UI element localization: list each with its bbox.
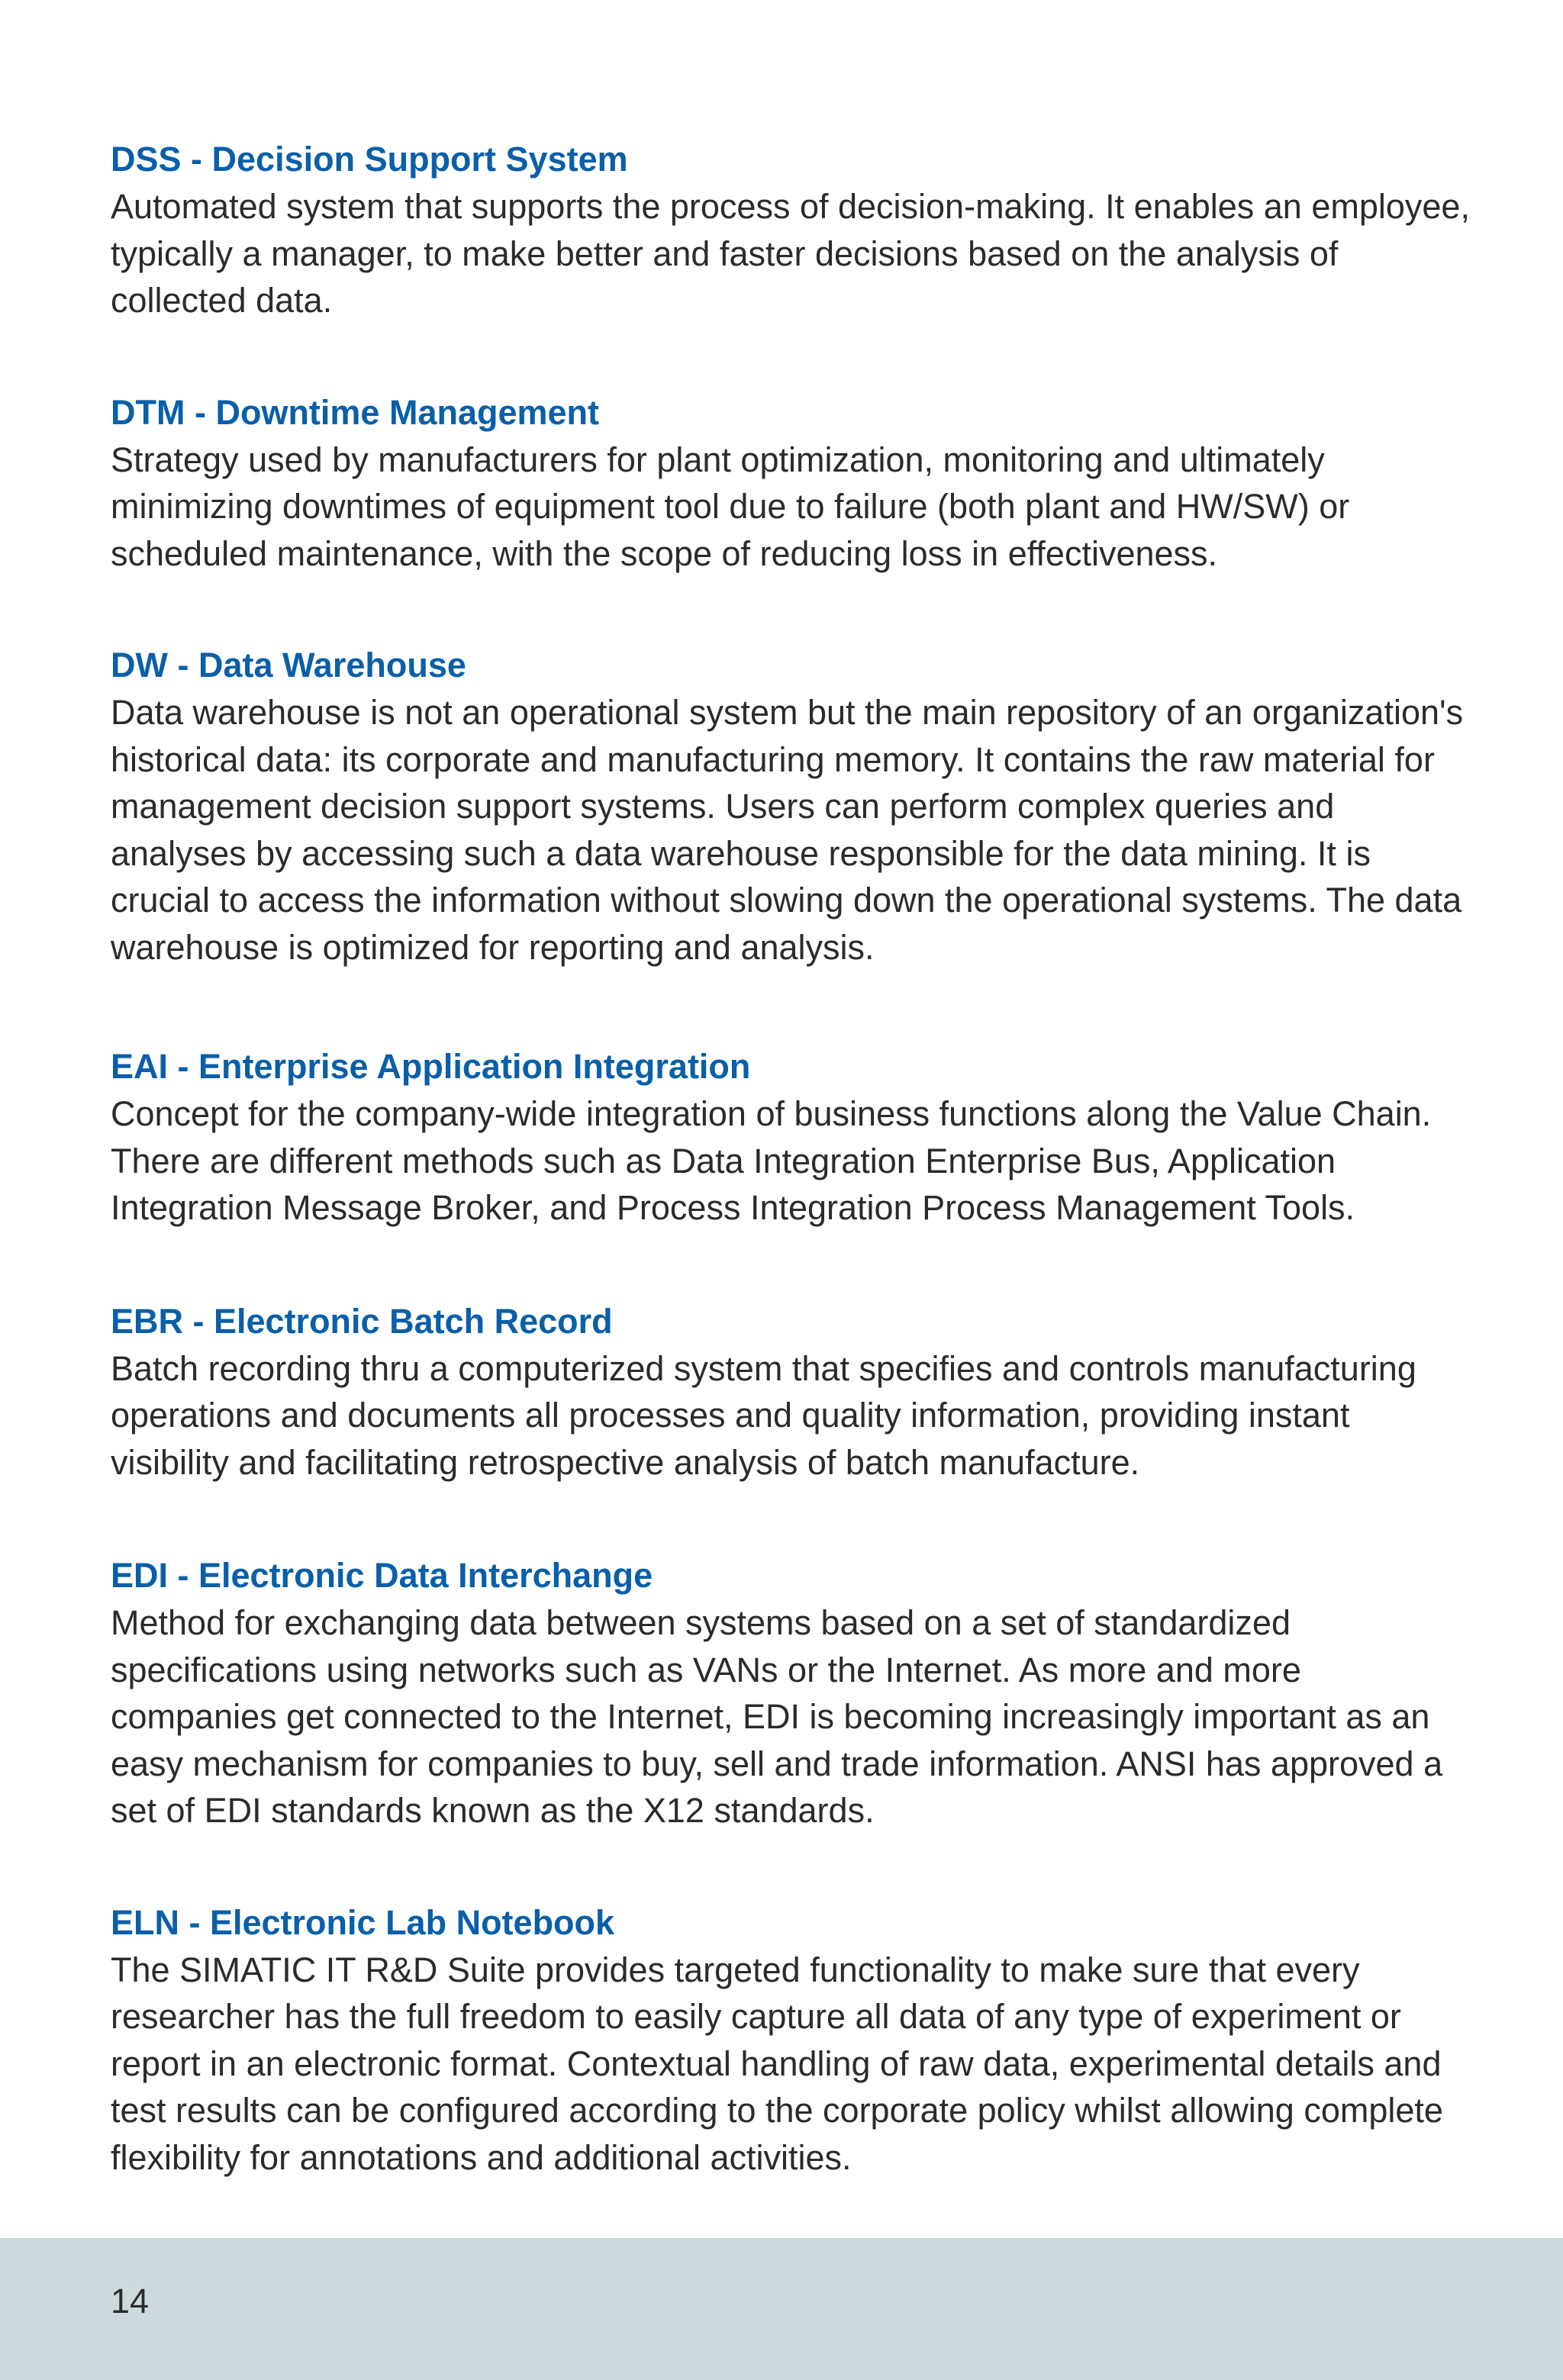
glossary-term: EDI - Electronic Data Interchange <box>111 1556 653 1595</box>
page-number: 14 <box>111 2282 150 2320</box>
glossary-content <box>111 136 1477 2181</box>
glossary-term: DTM - Downtime Management <box>111 392 600 432</box>
glossary-entry-dtm <box>111 389 1477 578</box>
glossary-term: DSS - Decision Support System <box>111 140 628 179</box>
glossary-definition: Strategy used by manufacturers for plant optimization, monitoring and ultimately minimizing downtimes of equipment tool due to failure (both plant and HW/SW) or scheduled maintenance, with the scope of reducing loss in effectiveness. <box>111 440 1350 573</box>
glossary-term: DW - Data Warehouse <box>111 646 466 684</box>
glossary-definition: Data warehouse is not an operational system but the main repository of an organization's historical data: its corporate and manufacturing memory. It contains the raw material for management decision support systems. Users can perform complex queries and analyses by accessing such a data warehouse responsible for the data mining. It is crucial to access the information without slowing down the operational systems. The data warehouse is optimized for reporting and analysis. <box>111 693 1464 967</box>
page-footer-band <box>0 2238 1563 2380</box>
glossary-entry-dw <box>111 642 1477 971</box>
glossary-entry-ebr <box>111 1298 1477 1486</box>
glossary-term: EAI - Enterprise Application Integration <box>111 1047 751 1086</box>
glossary-definition: Concept for the company-wide integration of business functions along the Value Chain. There are different methods such as Data Integration Enterprise Bus, Application Integration Message Broker, and Process Integration Process Management Tools. <box>111 1094 1432 1227</box>
glossary-entry-dss <box>111 136 1477 324</box>
glossary-term: EBR - Electronic Batch Record <box>111 1301 613 1341</box>
glossary-entry-edi <box>111 1552 1477 1834</box>
glossary-definition: Batch recording thru a computerized system that specifies and controls manufacturing operations and documents all processes and quality information, providing instant visibility and facilitating retrospective analysis of batch manufacture. <box>111 1348 1416 1482</box>
glossary-entry-eln <box>111 1899 1477 2182</box>
glossary-definition: The SIMATIC IT R&D Suite provides targeted functionality to make sure that every researcher has the full freedom to easily capture all data of any type of experiment or report in an electronic format. Contextual handling of raw data, experimental details and test results can be configured according to the corporate policy whilst allowing complete flexibility for annotations and additional activities. <box>111 1950 1443 2177</box>
glossary-term: ELN - Electronic Lab Notebook <box>111 1902 615 1942</box>
glossary-definition: Automated system that supports the process of decision-making. It enables an employee, typically a manager, to make better and faster decisions based on the analysis of collected data. <box>111 187 1470 320</box>
glossary-entry-eai <box>111 1043 1477 1232</box>
glossary-definition: Method for exchanging data between systems based on a set of standardized specifications using networks such as VANs or the Internet. As more and more companies get connected to the Internet, EDI is becoming increasingly important as an easy mechanism for companies to buy, sell and trade information. ANSI has approved a set of EDI standards known as the X12 standards. <box>111 1603 1443 1830</box>
